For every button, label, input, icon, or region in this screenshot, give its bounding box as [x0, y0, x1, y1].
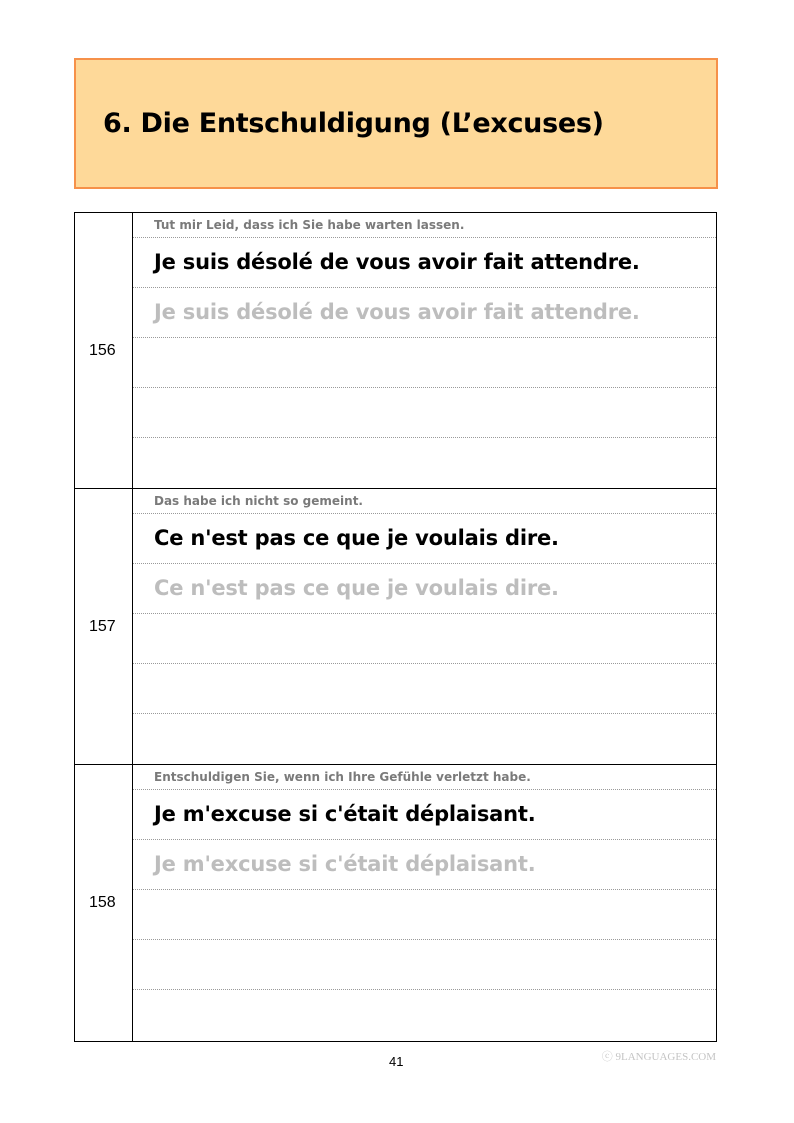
writing-lines: [133, 765, 716, 1041]
blank-writing-line: [133, 714, 716, 764]
prompt-row: [133, 489, 716, 514]
copyright-notice: ⓒ 9LANGUAGES.COM: [601, 1051, 716, 1063]
prompt-row: [133, 765, 716, 790]
page-number: 41: [389, 1054, 404, 1069]
blank-writing-line: [133, 614, 716, 664]
exercise-entry: [74, 765, 717, 1042]
chapter-title-box: [74, 58, 718, 189]
german-prompt: Tut mir Leid, dass ich Sie habe warten lassen.: [154, 218, 465, 232]
sentence-row: [133, 790, 716, 840]
trace-row: [133, 564, 716, 614]
french-sentence: Je m'excuse si c'était déplaisant.: [154, 802, 536, 826]
german-prompt: Entschuldigen Sie, wenn ich Ihre Gefühle verletzt habe.: [154, 770, 531, 784]
french-sentence: Je suis désolé de vous avoir fait attendre.: [154, 250, 640, 274]
entry-number-cell: [75, 489, 133, 764]
french-trace-sentence: Ce n'est pas ce que je voulais dire.: [154, 576, 559, 600]
blank-writing-line: [133, 940, 716, 990]
trace-row: [133, 840, 716, 890]
blank-writing-line: [133, 388, 716, 438]
exercise-entry: [74, 213, 717, 489]
chapter-title: 6. Die Entschuldigung (L’excuses): [103, 108, 604, 139]
entry-number-cell: [75, 765, 133, 1041]
writing-lines: [133, 213, 716, 488]
french-trace-sentence: Je m'excuse si c'était déplaisant.: [154, 852, 536, 876]
german-prompt: Das habe ich nicht so gemeint.: [154, 494, 363, 508]
writing-lines: [133, 489, 716, 764]
entry-number: 158: [89, 894, 116, 911]
entry-number-cell: [75, 213, 133, 488]
blank-writing-line: [133, 438, 716, 488]
blank-writing-line: [133, 890, 716, 940]
sentence-row: [133, 238, 716, 288]
entry-number: 157: [89, 617, 116, 635]
french-trace-sentence: Je suis désolé de vous avoir fait attendre.: [154, 300, 640, 324]
blank-writing-line: [133, 664, 716, 714]
sentence-row: [133, 514, 716, 564]
trace-row: [133, 288, 716, 338]
prompt-row: [133, 213, 716, 238]
blank-writing-line: [133, 338, 716, 388]
exercise-table: [74, 212, 717, 1042]
entry-number: 156: [89, 341, 116, 359]
exercise-entry: [74, 489, 717, 765]
blank-writing-line: [133, 990, 716, 1040]
french-sentence: Ce n'est pas ce que je voulais dire.: [154, 526, 559, 550]
